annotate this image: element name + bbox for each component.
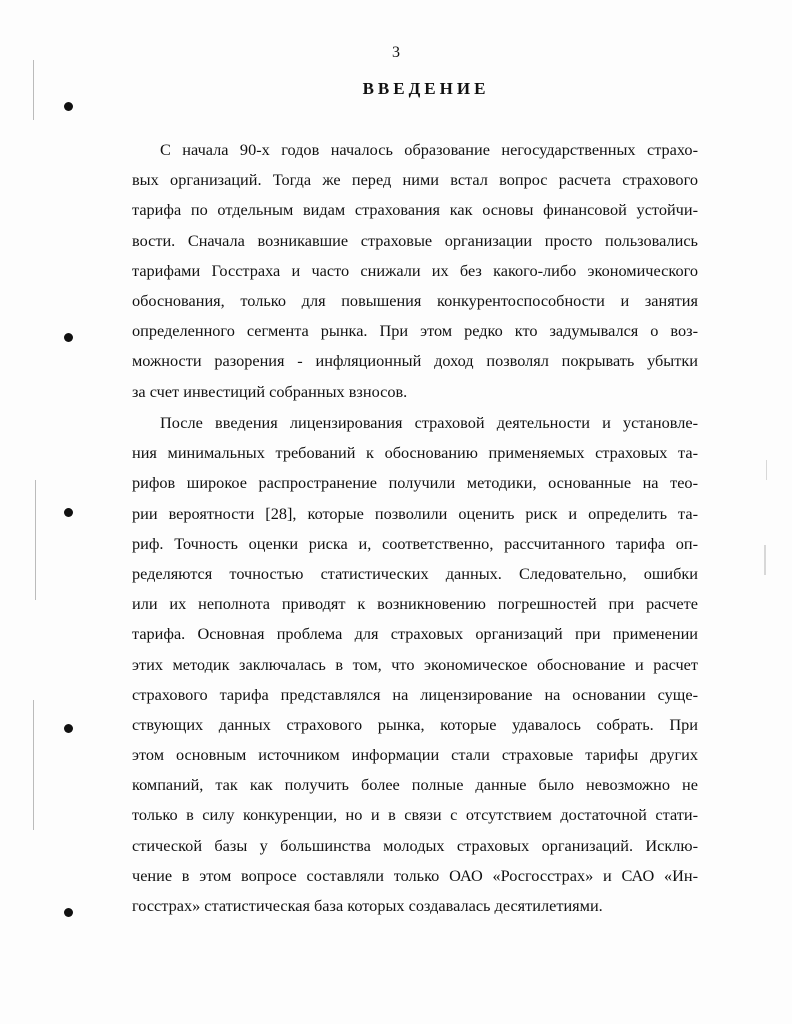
paragraph-line: ния минимальных требований к обоснованию применяемых страховых та-	[132, 443, 698, 463]
paragraph-line: вых организаций. Тогда же перед ними встал вопрос расчета страхового	[132, 170, 698, 190]
scan-smudge	[764, 545, 766, 575]
scan-edge-line	[35, 480, 36, 600]
paragraph	[132, 135, 698, 407]
paragraph-line: тарифами Госстраха и часто снижали их без какого-либо экономического	[132, 260, 698, 280]
paragraph-line: можности разорения - инфляционный доход позволял покрывать убытки	[132, 351, 698, 371]
paragraph-line: тарифа по отдельным видам страхования как основы финансовой устойчи-	[132, 200, 698, 220]
binder-hole-mark	[64, 908, 73, 917]
paragraph-line: С начала 90-х годов началось образование негосударственных страхо-	[160, 140, 698, 159]
paragraph-line: этом основным источником информации стали страховые тарифы других	[132, 745, 698, 765]
paragraph-line: риф. Точность оценки риска и, соответственно, рассчитанного тарифа оп-	[132, 533, 698, 553]
paragraph-line: за счет инвестиций собранных взносов.	[132, 381, 408, 401]
paragraph-line: рифов широкое распространение получили методики, основанные на тео-	[132, 473, 698, 493]
paragraph-line: или их неполнота приводят к возникновению погрешностей при расчете	[132, 594, 698, 614]
scan-smudge	[766, 460, 767, 480]
binder-hole-mark	[64, 333, 73, 342]
paragraph-line: вости. Сначала возникавшие страховые организации просто пользовались	[132, 230, 698, 250]
paragraph-line: рии вероятности [28], которые позволили оценить риск и определить та-	[132, 503, 698, 523]
scan-edge-line	[33, 700, 34, 830]
paragraph	[132, 408, 698, 921]
binder-hole-mark	[64, 508, 73, 517]
paragraph-line: ствующих данных страхового рынка, которые удавалось собрать. При	[132, 714, 698, 734]
paragraph-line: После введения лицензирования страховой деятельности и установле-	[160, 413, 698, 432]
paragraph-line: страхового тарифа представлялся на лицензирование на основании суще-	[132, 684, 698, 704]
paragraph-line: стической базы у большинства молодых страховых организаций. Исклю-	[132, 835, 698, 855]
binder-hole-mark	[64, 724, 73, 733]
page-number: 3	[392, 44, 400, 61]
binder-hole-mark	[64, 102, 73, 111]
paragraph-line: компаний, так как получить более полные данные было невозможно не	[132, 775, 698, 795]
paragraph-line: обоснования, только для повышения конкурентоспособности и занятия	[132, 290, 698, 310]
paragraph-line: тарифа. Основная проблема для страховых организаций при применении	[132, 624, 698, 644]
paragraph-line: чение в этом вопросе составляли только ОАО «Росгосстрах» и САО «Ин-	[132, 865, 698, 885]
paragraph-line: определенного сегмента рынка. При этом редко кто задумывался о воз-	[132, 321, 698, 341]
page-heading: ВВЕДЕНИЕ	[362, 79, 490, 98]
paragraph-line: только в силу конкуренции, но и в связи с отсутствием достаточной стати-	[132, 805, 698, 825]
paragraph-line: ределяются точностью статистических данных. Следовательно, ошибки	[132, 563, 698, 583]
paragraph-line: госстрах» статистическая база которых создавалась десятилетиями.	[132, 896, 603, 915]
paragraph-line: этих методик заключалась в том, что экономическое обоснование и расчет	[132, 654, 698, 674]
